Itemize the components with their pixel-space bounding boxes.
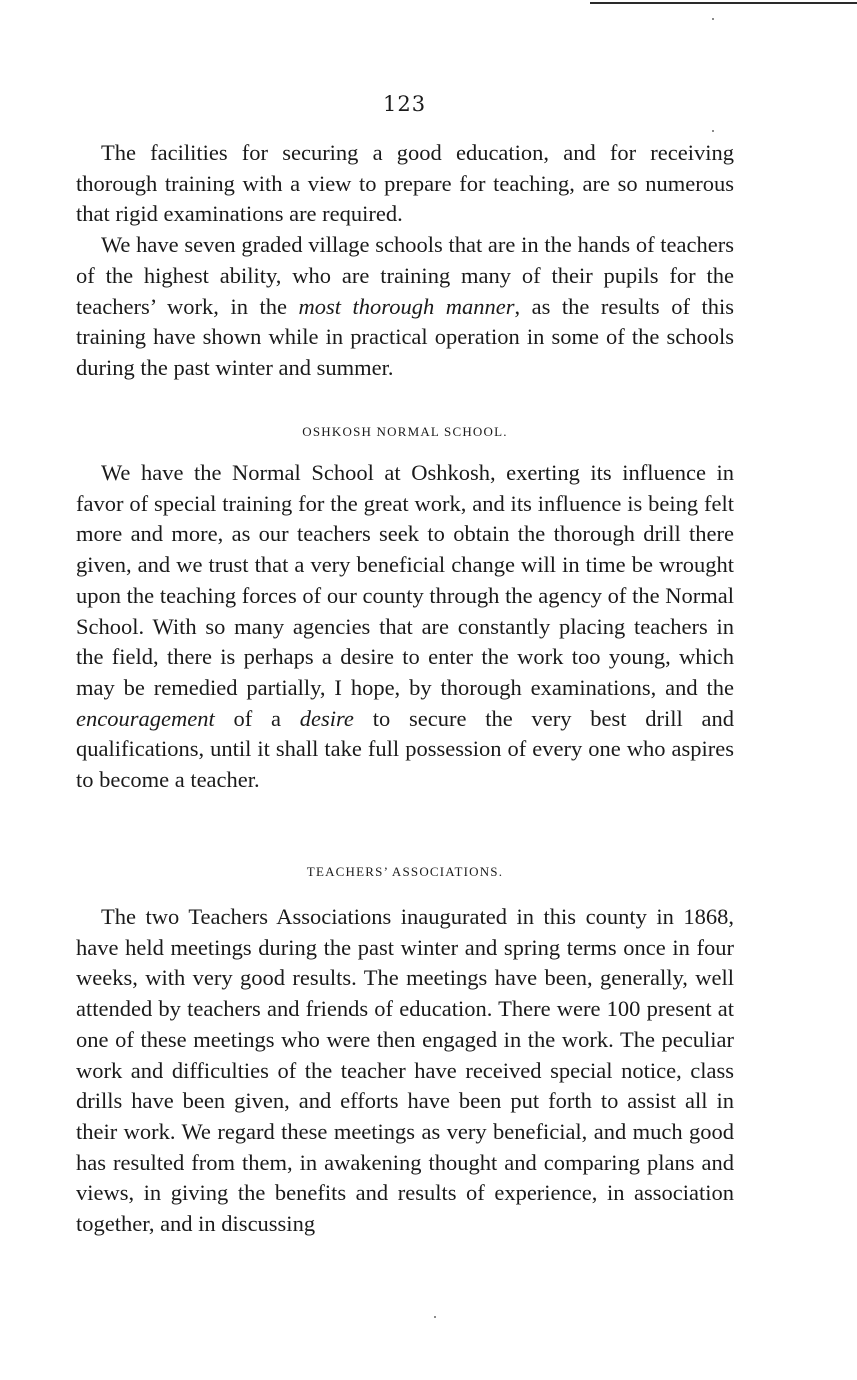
paragraph: The two Teachers Associations inaugurated in this county in 1868, have held meetings during the past winter and spring terms once in four weeks, with very good results. The meetings have been, generally, well attended by teachers and friends of education. There were 100 present at one of these meetings who were then engaged in the work. The peculiar work and difficulties of the teacher have received special notice, class drills have been given, and efforts have been put forth to assist all in their work. We regard these meetings as very beneficial, and much good has resulted from them, in awakening thought and comparing plans and views, in giving the benefits and results of experience, in association together, and in discussing: [76, 904, 734, 1237]
text-run: of a: [214, 705, 300, 731]
scan-speck: [712, 18, 714, 20]
text-run: to secure the very best drill and qualifications, until it shall take full possession of every one who aspires to become a teacher.: [76, 705, 735, 793]
page-number: 123: [383, 92, 427, 116]
paragraph: [76, 230, 734, 384]
section-heading-teachers-associations: TEACHERS’ ASSOCIATIONS.: [306, 864, 504, 879]
emphasis-text: encouragement: [76, 705, 215, 731]
emphasis-text: desire: [299, 705, 354, 731]
scan-speck: [712, 130, 714, 132]
text-run: We have the Normal School at Oshkosh, exerting its influence in favor of special training for the great work, and its influence is being felt more and more, as our teachers seek to obtain the thorough drill there given, and we trust that a very beneficial change will in time be wrought upon the teaching forces of our county through the agency of the Normal School. With so many agencies that are constantly placing teachers in the field, there is perhaps a desire to enter the work too young, which may be remedied partially, I hope, by thorough examinations, and the: [76, 460, 734, 700]
text-block-associations: [76, 902, 734, 1240]
scan-speck: [434, 1316, 436, 1318]
text-run: , as the results of this training have shown while in practical operation in some of the schools during the past winter and summer.: [76, 293, 734, 380]
text-block-normal-school: [76, 458, 734, 796]
text-block-intro: [76, 138, 734, 384]
section-heading-normal-school: OSHKOSH NORMAL SCHOOL.: [302, 424, 508, 439]
paragraph: The facilities for securing a good education, and for receiving thorough training with a view to prepare for teaching, are so numerous that rigid examinations are required.: [76, 140, 734, 227]
top-rule: [590, 2, 857, 4]
emphasis-text: most thorough manner: [298, 293, 515, 319]
paragraph: [76, 458, 734, 796]
text-run: We have seven graded village schools that are in the hands of teachers of the highest ability, who are training many of their pupils for the teachers’ work, in the: [76, 232, 734, 319]
